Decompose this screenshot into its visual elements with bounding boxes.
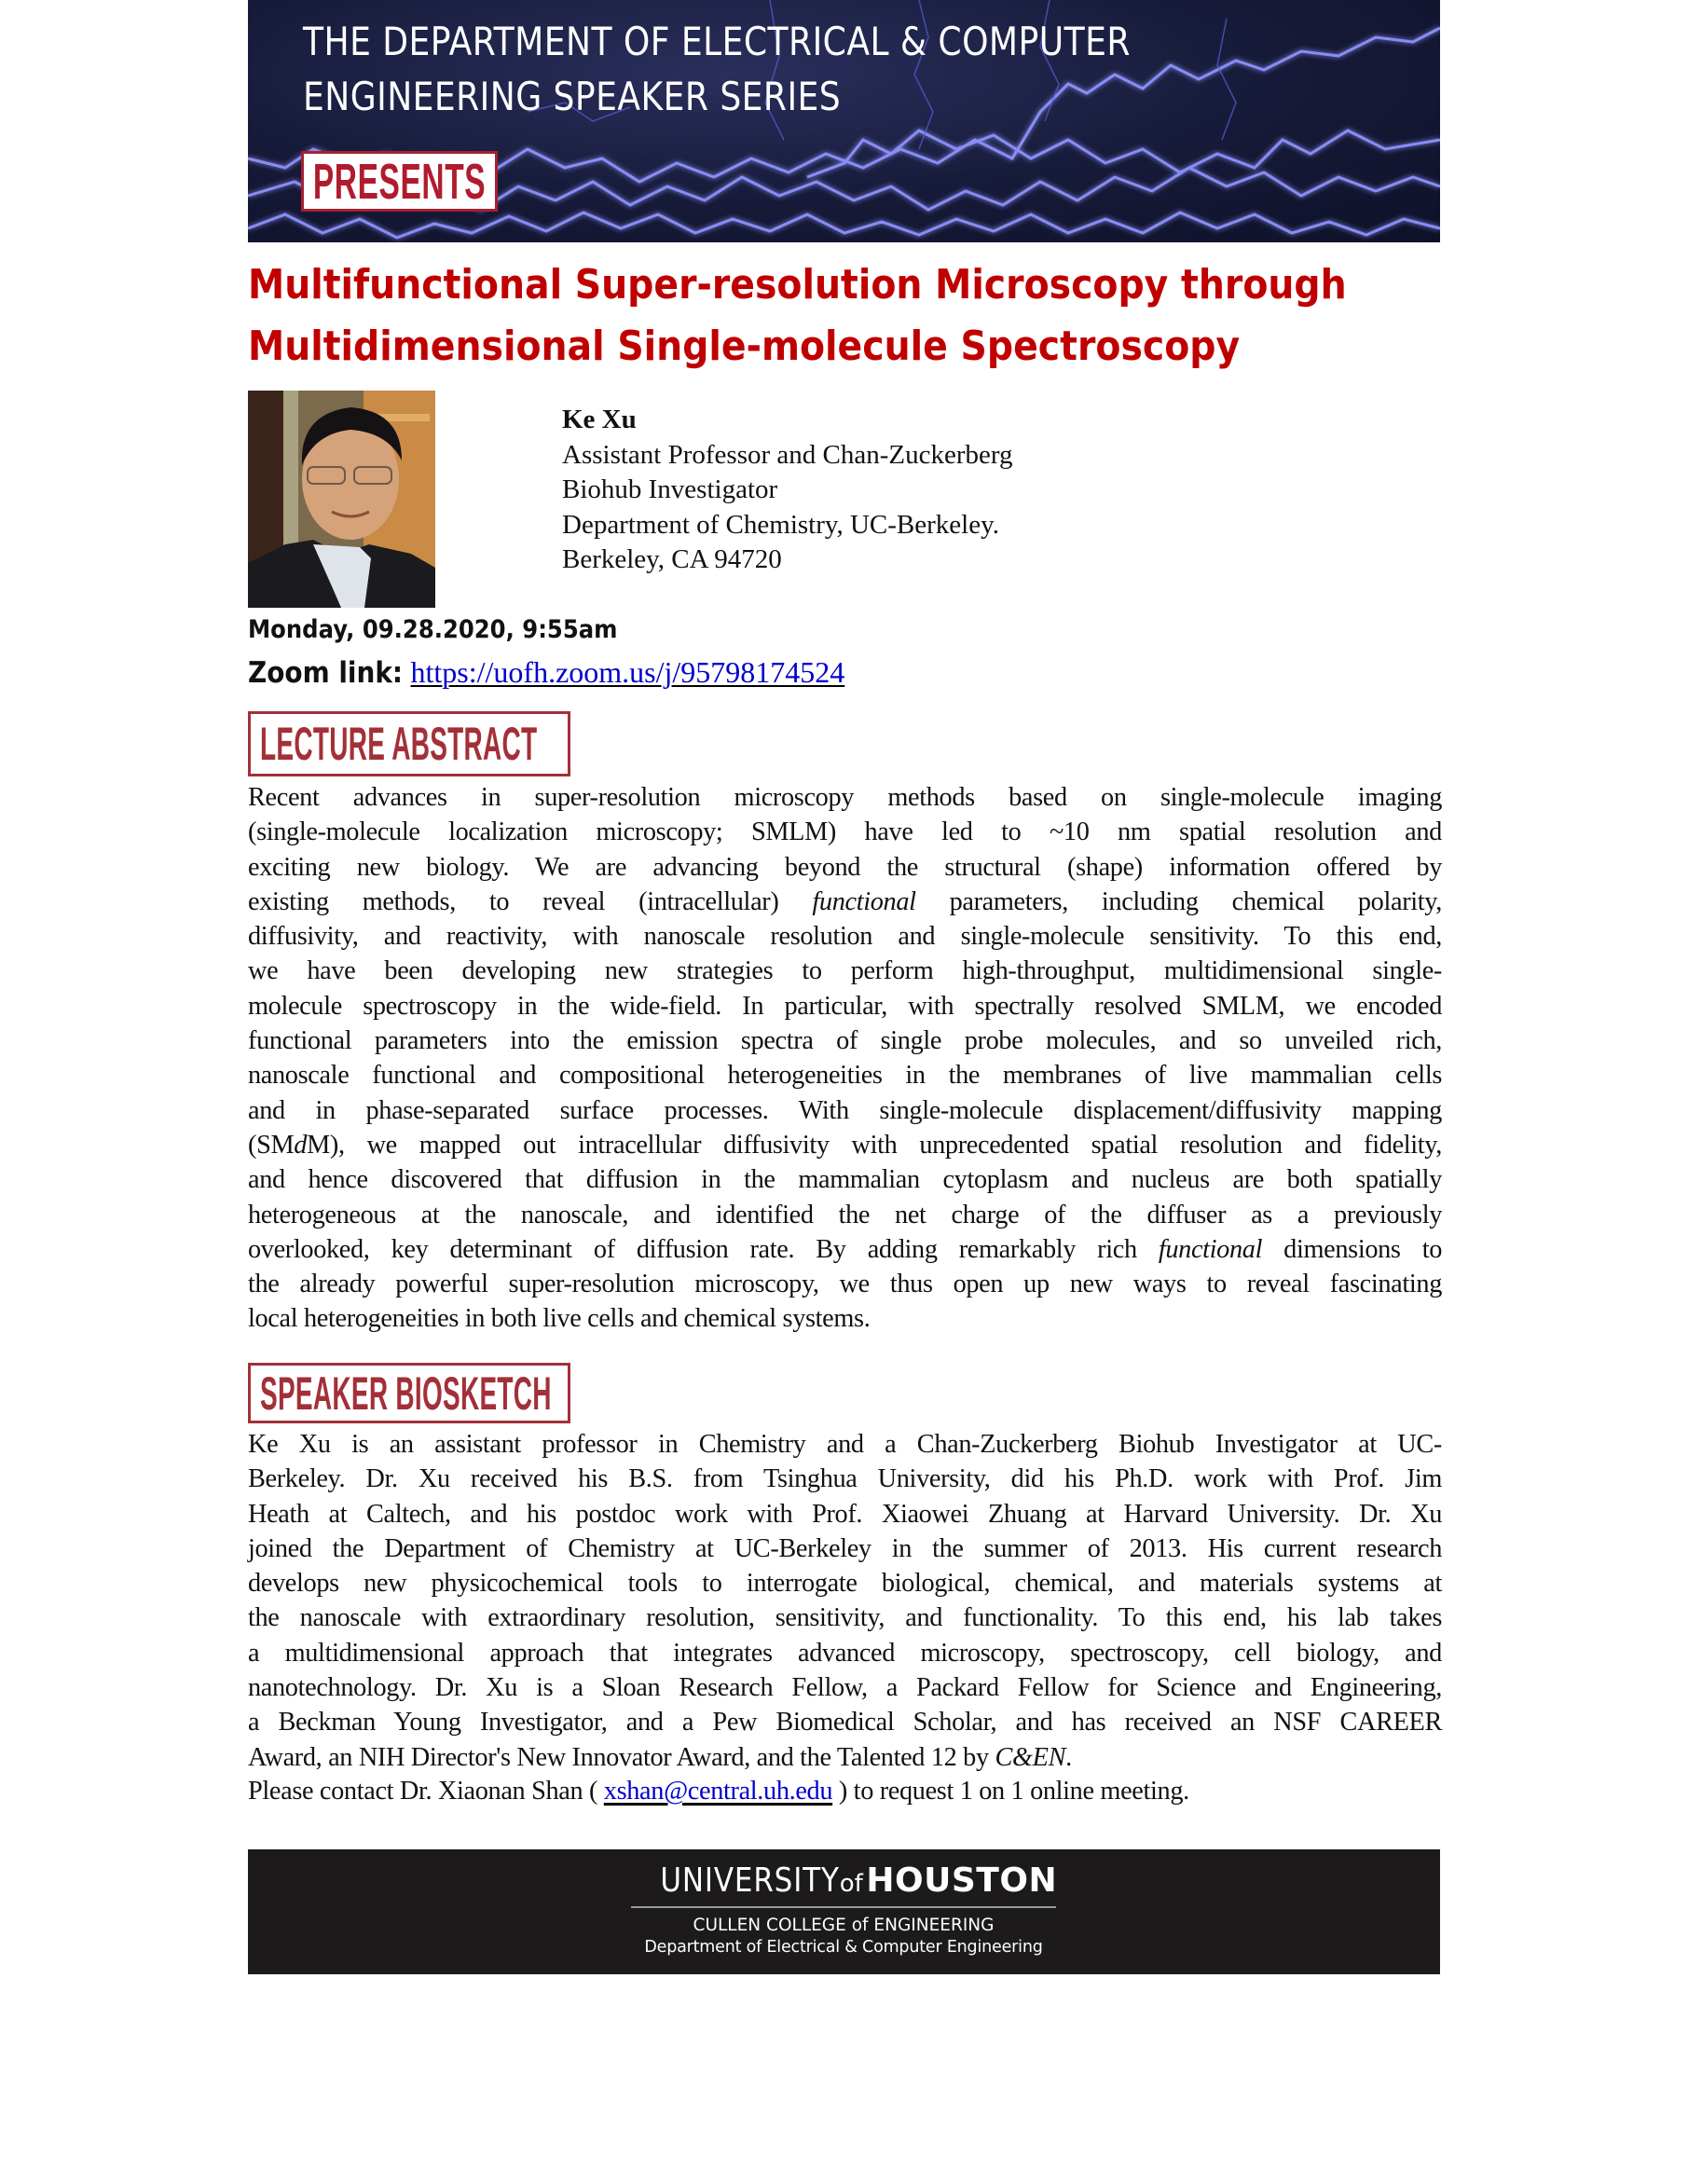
zoom-link[interactable]: https://uofh.zoom.us/j/95798174524 xyxy=(410,655,845,689)
uh-wordmark xyxy=(631,1862,1056,1902)
university-of-houston-logo xyxy=(631,1862,1056,1958)
paragraph-line: we have been developing new strategies to perform high-throughput, multidimensional single- xyxy=(248,956,1442,986)
talk-title-line-2: Multidimensional Single-molecule Spectroscopy xyxy=(248,323,1241,370)
speaker-position-line-1: Assistant Professor and Chan-Zuckerberg xyxy=(562,439,1013,470)
uh-houston-text: HOUSTON xyxy=(866,1861,1058,1900)
speaker-biosketch-label: SPEAKER BIOSKETCH xyxy=(260,1367,552,1420)
paragraph-line: Heath at Caltech, and his postdoc work with Prof. Xiaowei Zhuang at Harvard University. Dr. Xu xyxy=(248,1499,1442,1529)
paragraph-line xyxy=(248,1232,1442,1267)
paragraph-line: and in phase-separated surface processes. With single-molecule displacement/diffusivity mapping xyxy=(248,1095,1442,1125)
college-name: CULLEN COLLEGE of ENGINEERING xyxy=(693,1916,995,1935)
paragraph-line: diffusivity, and reactivity, with nanoscale resolution and single-molecule sensitivity. To this end, xyxy=(248,922,1442,952)
italic-text: d xyxy=(294,1130,308,1160)
speaker-portrait-icon xyxy=(248,391,435,608)
footer-banner xyxy=(248,1849,1440,1974)
talk-title-line-1: Multifunctional Super-resolution Microscopy through xyxy=(248,261,1347,309)
italic-text: C&EN xyxy=(995,1742,1066,1772)
text-segment: existing methods, to reveal (intracellular) xyxy=(248,886,813,916)
contact-email-link[interactable]: xshan@central.uh.edu xyxy=(603,1777,833,1806)
banner-title-line-1: THE DEPARTMENT OF ELECTRICAL & COMPUTER xyxy=(303,19,1131,64)
italic-text: functional xyxy=(1158,1234,1263,1264)
contact-prefix: Please contact Dr. Xiaonan Shan ( xyxy=(248,1777,604,1806)
paragraph-line: Berkeley. Dr. Xu received his B.S. from Tsinghua University, did his Ph.D. work with Prof. Jim xyxy=(248,1464,1442,1494)
text-segment: dimensions to xyxy=(1262,1234,1443,1264)
speaker-position-line-2: Biohub Investigator xyxy=(562,474,778,504)
text-segment: Award, an NIH Director's New Innovator Award, and the Talented 12 by xyxy=(248,1742,995,1772)
paragraph-line: nanoscale functional and compositional heterogeneities in the membranes of live mammalian cells xyxy=(248,1061,1442,1091)
event-date-time: Monday, 09.28.2020, 9:55am xyxy=(248,615,618,644)
lecture-abstract-label: LECTURE ABSTRACT xyxy=(260,718,538,770)
paragraph-line xyxy=(248,885,1442,919)
paragraph-line xyxy=(248,1740,1442,1775)
department-name: Department of Electrical & Computer Engineering xyxy=(644,1938,1043,1957)
paragraph-line: Ke Xu is an assistant professor in Chemistry and a Chan-Zuckerberg Biohub Investigator at UC- xyxy=(248,1430,1442,1459)
paragraph-line: exciting new biology. We are advancing beyond the structural (shape) information offered by xyxy=(248,852,1442,882)
paragraph-line: local heterogeneities in both live cells and chemical systems. xyxy=(248,1304,871,1334)
zoom-link-row xyxy=(248,655,844,690)
speaker-location: Berkeley, CA 94720 xyxy=(562,544,782,574)
text-segment: overlooked, key determinant of diffusion rate. By adding remarkably rich xyxy=(248,1234,1159,1264)
speaker-biosketch-heading xyxy=(248,1363,570,1423)
italic-text: functional xyxy=(812,886,916,916)
paragraph-line: (single-molecule localization microscopy; SMLM) have led to ~10 nm spatial resolution and xyxy=(248,817,1442,847)
contact-suffix: ) to request 1 on 1 online meeting. xyxy=(832,1777,1189,1806)
text-segment: . xyxy=(1065,1742,1072,1772)
paragraph-line: joined the Department of Chemistry at UC-Berkeley in the summer of 2013. His current research xyxy=(248,1533,1442,1563)
speaker-series-banner xyxy=(248,0,1440,242)
paragraph-line: and hence discovered that diffusion in the mammalian cytoplasm and nucleus are both spatially xyxy=(248,1165,1442,1195)
paragraph-line xyxy=(248,1128,1442,1162)
presents-label: PRESENTS xyxy=(312,153,487,210)
paragraph-line: develops new physicochemical tools to interrogate biological, chemical, and materials systems at xyxy=(248,1569,1442,1599)
paragraph-line: functional parameters into the emission spectra of single probe molecules, and so unveiled rich, xyxy=(248,1026,1442,1056)
paragraph-line: Recent advances in super-resolution microscopy methods based on single-molecule imaging xyxy=(248,783,1442,812)
paragraph-line: heterogeneous at the nanoscale, and identified the net charge of the diffuser as a previously xyxy=(248,1200,1442,1229)
paragraph-line: a Beckman Young Investigator, and a Pew Biomedical Scholar, and has received an NSF CAREER xyxy=(248,1708,1442,1738)
logo-divider xyxy=(631,1906,1056,1908)
paragraph-line: a multidimensional approach that integrates advanced microscopy, spectroscopy, cell biology, and xyxy=(248,1638,1442,1668)
paragraph-line: nanotechnology. Dr. Xu is a Sloan Research Fellow, a Packard Fellow for Science and Engineering, xyxy=(248,1673,1442,1703)
banner-title-line-2: ENGINEERING SPEAKER SERIES xyxy=(303,74,842,119)
uh-university-text: UNIVERSITY xyxy=(660,1861,840,1900)
speaker-department: Department of Chemistry, UC-Berkeley. xyxy=(562,509,999,540)
speaker-photo xyxy=(248,391,435,608)
presents-badge xyxy=(301,151,498,212)
paragraph-line: the already powerful super-resolution microscopy, we thus open up new ways to reveal fascinating xyxy=(248,1270,1442,1299)
speaker-info xyxy=(562,403,1013,578)
zoom-link-label: Zoom link: xyxy=(248,656,404,690)
abstract-paragraph xyxy=(248,780,1442,1337)
uh-of-text: of xyxy=(839,1870,863,1898)
text-segment: (SM xyxy=(248,1130,295,1160)
paragraph-line: molecule spectroscopy in the wide-field. In particular, with spectrally resolved SMLM, we encoded xyxy=(248,991,1442,1021)
text-segment: M), we mapped out intracellular diffusivity with unprecedented spatial resolution and fidelity, xyxy=(307,1130,1442,1160)
lecture-abstract-heading xyxy=(248,711,570,776)
paragraph-line: the nanoscale with extraordinary resolution, sensitivity, and functionality. To this end, his lab takes xyxy=(248,1603,1442,1633)
biosketch-paragraph xyxy=(248,1427,1442,1775)
contact-line xyxy=(248,1777,1189,1806)
text-segment: parameters, including chemical polarity, xyxy=(915,886,1442,916)
speaker-name: Ke Xu xyxy=(562,405,637,434)
